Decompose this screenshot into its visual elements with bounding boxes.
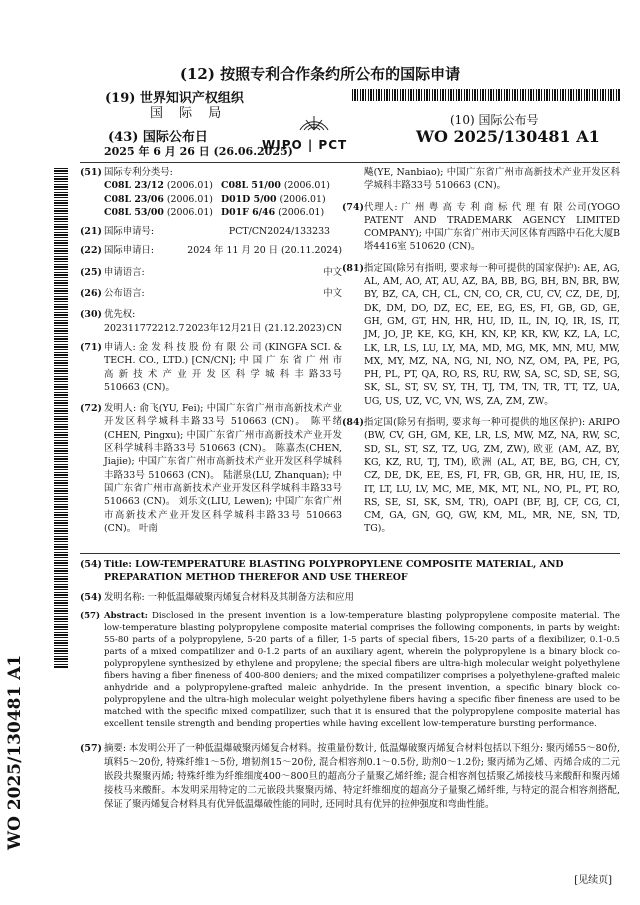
abstract-en-text: Disclosed in the present invention is a low-temperature blasting polypropylene composite material. The low-temperature blasting polypropylene composite material comprises the following components, in parts by weight: 55-80 parts of a polypropylene, 5-20 parts of a filler, 1-5 parts of special fibers, 15-20 parts of a flexibilizer, 0.1-0.5 parts of a mixed compatilizer and 0-1.2 parts of an auxiliary agent, wherein the polypropylene is a binary block co-polypropylene synthesized by ethylene and propylene; the special fibers are ultra-high molecular weight polyethylene fibers having a fiber fineness of 400-800 deniers; and the mixed compatilizer comprises a polyethylene-grafted maleic anhydride and a polypropylene-grafted maleic anhydride. In the present invention, a specific binary block co-polypropylene and the ultra-high molecular weight polyethylene fibers having a specific fiber fineness are used to be matched with the specific mixed compatilizer, such that it is ensured that the polypropylene composite material has excellent tensile strength and bending properties while having excellent low-temperature bursting performance. xyxy=(104,610,621,729)
field-74-number: (74) xyxy=(342,201,364,213)
field-25 xyxy=(80,266,342,279)
field-71-number: (71) xyxy=(80,341,102,353)
ipc-code: C08L 53/00 (2006.01) xyxy=(104,206,213,218)
ipc-code: D01D 5/00 (2006.01) xyxy=(221,193,326,205)
field-25-number: (25) xyxy=(80,266,102,278)
abstract-zh-number: (57) xyxy=(80,742,102,754)
title-zh xyxy=(80,591,620,604)
field-21-number: (21) xyxy=(80,226,102,238)
publication-date-label: (43) 国际公布日 xyxy=(108,130,208,145)
header-divider xyxy=(80,162,620,163)
field-25-value: 中文 xyxy=(323,266,342,278)
applicant-text: 申请人: 金 发 科 技 股 份 有 限 公 司 (KINGFA SCI. & TECH. CO., LTD.) [CN/CN]; 中 国 广 东 省 广 州 市 高 新 技 术 产 业 开 发 区 科 学 城 科 丰 路33号 510663 (CN)。 xyxy=(104,341,342,393)
barcode-side xyxy=(54,168,68,668)
field-84 xyxy=(342,416,620,536)
field-51-label: 国际专利分类号: xyxy=(104,167,173,178)
left-column xyxy=(80,166,342,535)
abstract-zh-text: 摘要: 本发明公开了一种低温爆破聚丙烯复合材料。按重量份数计, 低温爆破聚丙烯复合材料包括以下组分: 聚丙烯55～80份, 填料5～20份, 特殊纤维1～5份, 增韧剂15～20份, 混合相容剂0.1～0.5份, 助剂0～1.2份; 聚丙烯为乙烯、丙烯合成的二元嵌段共聚聚丙烯; 特殊纤维为纤维细度400～800旦的超高分子量聚乙烯纤维; 混合相容剂包括聚乙烯接枝马来酸酐和聚丙烯接枝马来酸酐。本发明采用特定的二元嵌段共聚聚丙烯、特定纤维细度的超高分子量聚乙烯纤维, 与特定的混合相容剂搭配, 保证了聚丙烯复合材料具有优异低温爆破性能的同时, 还同时具有优异的拉伸强度和弯曲性能。 xyxy=(104,742,620,810)
ipc-code: D01F 6/46 (2006.01) xyxy=(221,206,325,218)
inventors-text: 发明人: 俞飞(YU, Fei); 中国广东省广州市高新技术产业开发区科学城科丰路33号 510663 (CN)。 陈平绪(CHEN, Pingxu); 中国广东省广州市高新技术产业开发区科学城科丰路33号 510663 (CN)。 陈嘉杰(CHEN, Jiajie); 中国广东省广州市高新技术产业开发区科学城科丰路33号 510663 (CN)。 陆湛泉(LU, Zhanquan); 中国广东省广州市高新技术产业开发区科学城科丰路33号 510663 (CN)。 刘乐文(LIU, Lewen); 中国广东省广州市高新技术产业开发区科学城科丰路33号 510663 (CN)。 叶南 xyxy=(104,403,342,534)
ipc-row xyxy=(104,179,342,192)
field-21 xyxy=(80,225,342,238)
continued-note: [见续页] xyxy=(574,875,612,886)
barcode-top xyxy=(352,89,620,101)
field-51-number: (51) xyxy=(80,167,102,178)
ipc-code: C08L 23/12 (2006.01) xyxy=(104,180,213,192)
field-22-label: 国际申请日: xyxy=(104,245,155,257)
bottom-section xyxy=(80,558,620,812)
priority-country: CN xyxy=(326,322,342,334)
field-30 xyxy=(80,308,342,335)
field-30-number: (30) xyxy=(80,309,102,321)
field-26-value: 中文 xyxy=(323,288,342,300)
side-publication-number: WO 2025/130481 A1 xyxy=(5,654,25,850)
title-zh-number: (54) xyxy=(80,591,102,603)
title-en-number: (54) xyxy=(80,559,102,570)
publication-number-label: (10) 国际公布号 xyxy=(450,113,539,127)
ipc-code: C08L 51/00 (2006.01) xyxy=(221,180,330,192)
title-en-text: Title: LOW-TEMPERATURE BLASTING POLYPROPYLENE COMPOSITE MATERIAL, AND PREPARATION METHOD THEREFOR AND USE THEREOF xyxy=(104,559,564,584)
designated-states-regional: 指定国(除另有指明, 要求每一种可提供的地区保护): ARIPO (BW, CV, GH, GM, KE, LR, LS, MW, MZ, NA, RW, SC, SD, SL, ST, SZ, TZ, UG, ZM, ZW), 欧亚 (AM, AZ, BY, KG, KZ, RU, TJ, TM), 欧洲 (AL, AT, BE, BG, CH, CY, CZ, DE, DK, EE, ES, FI, FR, GB, GR, HR, HU, IE, IS, IT, LT, LU, LV, MC, ME, MK, MT, NL, NO, PL, PT, RO, RS, SE, SI, SK, SM, TR), OAPI (BF, BJ, CF, CG, CI, CM, GA, GN, GQ, GW, KM, ML, MR, NE, SN, TD, TG)。 xyxy=(364,417,620,535)
field-26-label: 公布语言: xyxy=(104,288,145,300)
publication-date: 2025 年 6 月 26 日 (26.06.2025) xyxy=(104,145,293,158)
title-en xyxy=(80,558,620,585)
ipc-row xyxy=(104,193,342,206)
field-71 xyxy=(80,341,342,394)
field-26 xyxy=(80,287,342,300)
field-81 xyxy=(342,262,620,408)
right-column xyxy=(342,166,620,536)
field-81-number: (81) xyxy=(342,262,364,274)
priority-number: 202311772212.7 xyxy=(104,322,185,334)
field-74 xyxy=(342,201,620,254)
document-kind-title: (12) 按照专利合作条约所公布的国际申请 xyxy=(179,65,461,83)
inventors-continued-text: 飚(YE, Nanbiao); 中国广东省广州市高新技术产业开发区科学城科丰路33号 510663 (CN)。 xyxy=(364,167,620,192)
wipo-logo-text: WIPO | PCT xyxy=(262,138,348,152)
organization-name: (19) 世界知识产权组织 xyxy=(105,91,244,106)
agent-text: 代理人: 广 州 粤 高 专 利 商 标 代 理 有 限 公司(YOGO PATENT AND TRADEMARK AGENCY LIMITED COMPANY); 中国广东省广州市天河区体育西路中石化大厦B塔4416室 510620 (CN)。 xyxy=(364,201,620,253)
priority-date: 2023年12月21日 (21.12.2023) xyxy=(185,322,326,334)
field-30-label: 优先权: xyxy=(104,309,136,321)
inventors-continued xyxy=(346,166,620,193)
abstract-en xyxy=(80,610,620,730)
ipc-row xyxy=(104,206,342,219)
designated-states-national: 指定国(除另有指明, 要求每一种可提供的国家保护): AE, AG, AL, AM, AO, AT, AU, AZ, BA, BB, BG, BH, BN, BR, BW, BY, BZ, CA, CH, CL, CN, CO, CR, CU, CV, CZ, DE, DJ, DK, DM, DO, DZ, EC, EE, EG, ES, FI, GB, GD, GE, GH, GM, GT, HN, HR, HU, ID, IL, IN, IQ, IR, IS, IT, JM, JO, JP, KE, KG, KH, KN, KP, KR, KW, KZ, LA, LC, LK, LR, LS, LU, LY, MA, MD, MG, MK, MN, MU, MW, MX, MY, MZ, NA, NG, NI, NO, NZ, OM, PA, PE, PG, PH, PL, PT, QA, RO, RS, RU, RW, SA, SC, SD, SE, SG, SK, SL, ST, SV, SY, TH, TJ, TM, TN, TR, TT, TZ, UA, UG, US, UZ, VC, VN, WS, ZA, ZM, ZW。 xyxy=(364,262,620,407)
field-72-number: (72) xyxy=(80,403,102,415)
field-21-value: PCT/CN2024/133233 xyxy=(228,226,330,238)
abstract-en-label: Abstract: xyxy=(104,610,148,621)
field-26-number: (26) xyxy=(80,288,102,300)
abstract-zh xyxy=(80,742,620,812)
field-51 xyxy=(80,166,342,219)
organization-bureau: 国 际 局 xyxy=(150,106,228,121)
title-zh-text: 发明名称: 一种低温爆破聚丙烯复合材料及其制备方法和应用 xyxy=(104,591,354,603)
field-72 xyxy=(80,402,342,535)
field-25-label: 申请语言: xyxy=(104,266,145,278)
publication-number: WO 2025/130481 A1 xyxy=(416,127,600,146)
field-84-number: (84) xyxy=(342,417,364,429)
bottom-divider xyxy=(80,553,620,554)
field-22 xyxy=(80,244,342,257)
ipc-table xyxy=(104,179,342,219)
field-21-label: 国际申请号: xyxy=(104,226,155,238)
field-22-number: (22) xyxy=(80,245,102,257)
ipc-code: C08L 23/06 (2006.01) xyxy=(104,193,213,205)
field-22-value: 2024 年 11 月 20 日 (20.11.2024) xyxy=(187,245,342,257)
abstract-en-number: (57) xyxy=(80,610,101,621)
